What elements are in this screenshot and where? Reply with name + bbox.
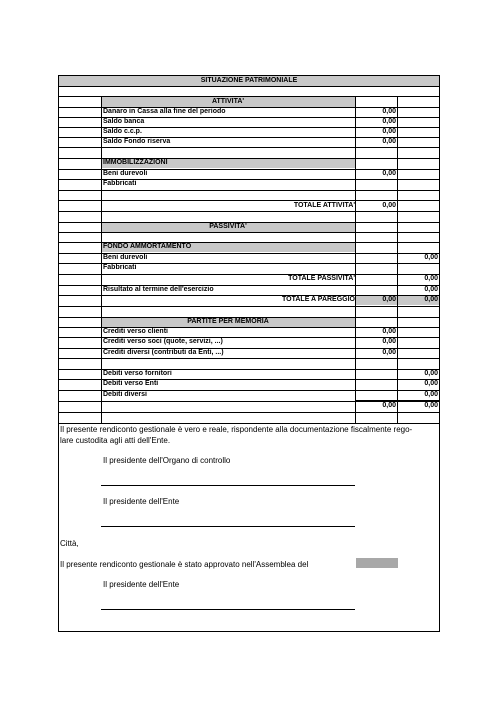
grid-line bbox=[59, 369, 439, 370]
grid-line bbox=[59, 390, 439, 391]
signature-line bbox=[101, 526, 355, 527]
declaration-line2: lare custodita agli atti dell'Ente. bbox=[60, 436, 171, 445]
grid-line bbox=[59, 337, 439, 338]
totale-attivita-value: 0,00 bbox=[382, 202, 396, 209]
grid-line bbox=[59, 242, 439, 243]
grid-line bbox=[59, 295, 439, 296]
row-value: 0,00 bbox=[424, 370, 438, 377]
declaration-line1: Il presente rendiconto gestionale è vero e reale, rispondente alla documentazione fiscalmente rego- bbox=[60, 425, 413, 434]
grid-line bbox=[59, 274, 439, 275]
row-label: Danaro in Cassa alla fine del periodo bbox=[103, 108, 226, 115]
grid-line bbox=[397, 96, 398, 423]
grid-line bbox=[59, 358, 439, 359]
sign-ente-label: Il presidente dell'Ente bbox=[103, 497, 180, 506]
row-label: Crediti diversi (contributi da Enti, ...) bbox=[103, 349, 224, 356]
grid-line bbox=[355, 400, 439, 401]
row-value: 0,00 bbox=[382, 338, 396, 345]
row-label: Saldo Fondo riserva bbox=[103, 138, 171, 145]
grid-line bbox=[59, 285, 439, 286]
grid-line bbox=[59, 379, 439, 380]
row-label: Beni durevoli bbox=[103, 254, 148, 261]
row-label: Saldo c.c.p. bbox=[103, 128, 142, 135]
passivita-header: PASSIVITA' bbox=[209, 223, 247, 230]
grid-line bbox=[59, 348, 439, 349]
row-label: Debiti diversi bbox=[103, 391, 147, 398]
memoria-totale-left: 0,00 bbox=[382, 402, 396, 409]
memoria-header: PARTITE PER MEMORIA bbox=[187, 318, 269, 325]
totale-passivita-label: TOTALE PASSIVITA' bbox=[288, 275, 355, 282]
page-title: SITUAZIONE PATRIMONIALE bbox=[200, 77, 298, 84]
pareggio-right-value: 0,00 bbox=[424, 296, 438, 303]
risultato-label: Risultato al termine dell'esercizio bbox=[103, 286, 214, 293]
row-value: 0,00 bbox=[382, 108, 396, 115]
grid-line bbox=[101, 96, 102, 423]
row-value: 0,00 bbox=[382, 170, 396, 177]
pareggio-left-value: 0,00 bbox=[382, 296, 396, 303]
signature-line bbox=[101, 485, 355, 486]
row-label: Crediti verso clienti bbox=[103, 328, 168, 335]
row-value: 0,00 bbox=[424, 391, 438, 398]
assembly-date-field[interactable] bbox=[356, 558, 398, 568]
fondo-header: FONDO AMMORTAMENTO bbox=[103, 243, 192, 250]
grid-line bbox=[59, 86, 439, 87]
grid-line bbox=[59, 253, 439, 254]
row-label: Saldo banca bbox=[103, 118, 145, 125]
row-value: 0,00 bbox=[382, 138, 396, 145]
totale-passivita-value: 0,00 bbox=[424, 275, 438, 282]
risultato-value: 0,00 bbox=[424, 286, 438, 293]
row-label: Debiti verso Enti bbox=[103, 380, 159, 387]
immobilizzazioni-header: IMMOBILIZZAZIONI bbox=[103, 159, 168, 166]
grid-line bbox=[59, 169, 439, 170]
memoria-totale-right: 0,00 bbox=[424, 402, 438, 409]
grid-line bbox=[59, 117, 439, 118]
attivita-header: ATTIVITA' bbox=[211, 98, 245, 105]
grid-line bbox=[59, 211, 439, 212]
grid-line bbox=[59, 127, 439, 128]
grid-line bbox=[59, 222, 439, 223]
row-label: Crediti verso soci (quote, servizi, ...) bbox=[103, 338, 223, 345]
grid-line bbox=[59, 158, 439, 159]
grid-line bbox=[59, 147, 439, 148]
sign-ente2-label: Il presidente dell'Ente bbox=[103, 580, 180, 589]
grid-line bbox=[59, 190, 439, 191]
citta-label: Città, bbox=[60, 539, 79, 548]
signature-line bbox=[101, 609, 355, 610]
grid-line bbox=[355, 200, 397, 201]
pareggio-label: TOTALE A PAREGGIO bbox=[282, 296, 355, 303]
grid-line bbox=[59, 401, 439, 402]
grid-line bbox=[59, 179, 439, 180]
grid-line bbox=[59, 306, 439, 307]
grid-line bbox=[59, 107, 439, 108]
row-value: 0,00 bbox=[424, 254, 438, 261]
row-value: 0,00 bbox=[382, 118, 396, 125]
grid-line bbox=[59, 263, 439, 264]
totale-attivita-label: TOTALE ATTIVITA' bbox=[293, 202, 355, 209]
row-value: 0,00 bbox=[382, 328, 396, 335]
grid-line bbox=[59, 232, 439, 233]
row-value: 0,00 bbox=[382, 128, 396, 135]
row-label: Debiti verso fornitori bbox=[103, 370, 172, 377]
row-label: Fabbricati bbox=[103, 180, 137, 187]
grid-line bbox=[59, 412, 439, 413]
row-value: 0,00 bbox=[424, 380, 438, 387]
grid-line bbox=[59, 327, 439, 328]
row-value: 0,00 bbox=[382, 349, 396, 356]
grid-line bbox=[59, 137, 439, 138]
grid-line bbox=[59, 96, 439, 97]
grid-line bbox=[397, 274, 439, 275]
grid-line bbox=[355, 96, 356, 423]
grid-line bbox=[59, 317, 439, 318]
sign-organo-label: Il presidente dell'Organo di controllo bbox=[103, 456, 231, 465]
row-label: Fabbricati bbox=[103, 264, 137, 271]
row-label: Beni durevoli bbox=[103, 170, 148, 177]
approval-text: Il presente rendiconto gestionale è stato approvato nell'Assemblea del bbox=[60, 560, 309, 569]
